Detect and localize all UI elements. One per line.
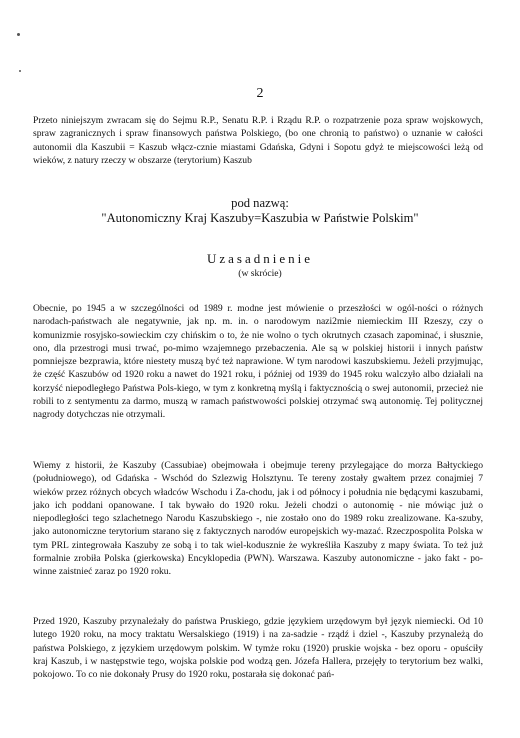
intro-paragraph: Przeto niniejszym zwracam się do Sejmu R.P., Senatu R.P. i Rządu R.P. o rozpatrzenie poza spraw wojskowych, spraw zagranicznych i spraw finansowych państwa Polskiego, (bo one chronią to państwo) o uznanie w całości autonomii dla Kaszubii = Kaszub włącz-cznie miastami Gdańska, Gdyni i Sopotu gdyż te miejscowości leżą od wieków, z natury rzeczy w obszarze (terytorium) Kaszub (33, 115, 483, 166)
paragraph-2: Wiemy z historii, że Kaszuby (Cassubiae) obejmowała i obejmuje tereny przylegające do morza Bałtyckiego (południowego), od Gdańska - Wschód do Szlezwig Holsztynu. Te tereny zostały gwałtem przez conajmiej 7 wieków przez różnych obcych władców Wschodu i Za-chodu, jak i od północy i południa nie będącymi kaszubami, jako ich poddani opanowane. I tak bywało do 1920 roku. Jeżeli chodzi o autonomię - nie mówiąc już o niepodległości tego szlachetnego Narodu Kaszubskiego -, nie zostało ono do 1989 roku zrealizowane. Ka-szuby, jako autonomiczne terytorium starano się z faktycznych narodów europejskich wy-mazać. Rzeczpospolita Polska w tym PRL zintegrowała Kaszuby ze sobą i to tak wiel-kodusznie że wykreśliła Kaszuby z mapy świata. To też już formalnie zrobiła Polska (gierkowska) Encyklopedia (PWN). Warszawa. Kaszuby autonomiczne - jako fakt - po-winne zaistnieć zaraz po 1920 roku. (33, 460, 483, 578)
paragraph-3: Przed 1920, Kaszuby przynależały do państwa Pruskiego, gdzie językiem urzędowym był język niemiecki. Od 10 lutego 1920 roku, na mocy traktatu Wersalskiego (1919) i na za-sadzie - rządź i dziel -, Kaszuby przynależą do państwa Polskiego, z językiem urzędowym polskim. W tymże roku (1920) pruskie wojska - bez oporu - opuściły kraj Kaszub, i w następstwie tego, wojska polskie pod wodzą gen. Józefa Hallera, przejęły to terytorium bez walki, pokojowo. To co nie dokonały Prusy do 1920 roku, postarała się dokonać pań- (33, 616, 483, 681)
heading-subtitle: (w skrócie) (238, 268, 282, 279)
scan-speck (19, 70, 21, 72)
page-number: 2 (256, 86, 264, 101)
scan-speck (17, 33, 20, 36)
heading-uzasadnienie: Uzasadnienie (206, 251, 314, 266)
subtitle-line-2: "Autonomiczny Kraj Kaszuby=Kaszubia w Państwie Polskim" (101, 211, 419, 225)
subtitle-line-1: pod nazwą: (231, 196, 289, 210)
paragraph-1: Obecnie, po 1945 a w szczególności od 1989 r. modne jest mówienie o przeszłości w ogól-ności o różnych narodach-państwach ale negatywnie, jak np. m. in. o narodowym nazi2mie niemieckim III Rzeszy, czy o komunizmie rosyjsko-sowieckim czy chińskim o to, że nie wolno o tych okrutnych czasach zapominać, i słusznie, ono, dla przestrogi musi trwać, po-mimo wzajemnego przebaczenia. Ale są w polskiej historii i innych państw pomniejsze bezprawia, które niestety muszą być też naprawione. W tym narodowi kaszubskiemu. Jeżeli przyjmując, że część Kaszubów od 1920 roku a nawet do 1921 roku, i później od 1939 do 1945 roku walczyło albo działali na korzyść niepodległego Państwa Pols-kiego, w tym z konkretną myślą i faktycznością o swej autonomii, przecież nie robili to z sentymentu za darmo, muszą w ramach państwowości polskiej otrzymać swą autonomię. Tej politycznej nagrody dotychczas nie otrzymali. (33, 303, 483, 421)
